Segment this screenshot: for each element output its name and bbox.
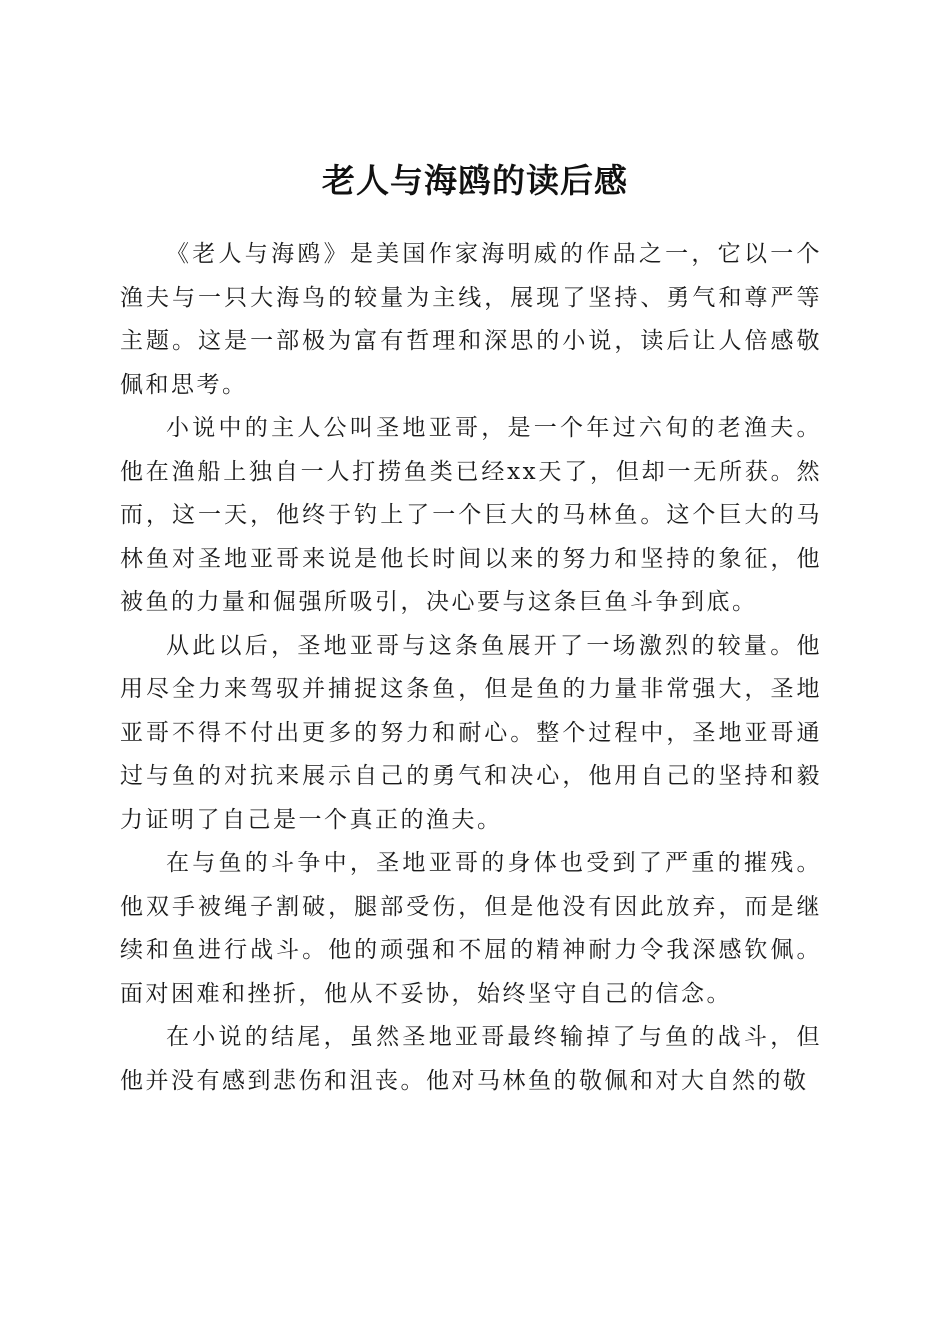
document-body (120, 233, 822, 1103)
document-title: 老人与海鸥的读后感 (322, 161, 628, 201)
paragraph-3: 从此以后，圣地亚哥与这条鱼展开了一场激烈的较量。他用尽全力来驾驭并捕捉这条鱼，但是鱼的力量非常强大，圣地亚哥不得不付出更多的努力和耐心。整个过程中，圣地亚哥通过与鱼的对抗来展示自己的勇气和决心，他用自己的坚持和毅力证明了自己是一个真正的渔夫。 (120, 632, 822, 833)
paragraph-1: 《老人与海鸥》是美国作家海明威的作品之一，它以一个渔夫与一只大海鸟的较量为主线，展现了坚持、勇气和尊严等主题。这是一部极为富有哲理和深思的小说，读后让人倍感敬佩和思考。 (120, 241, 822, 398)
paragraph-4: 在与鱼的斗争中，圣地亚哥的身体也受到了严重的摧残。他双手被绳子割破，腿部受伤，但是他没有因此放弃，而是继续和鱼进行战斗。他的顽强和不屈的精神耐力令我深感钦佩。面对困难和挫折，他从不妥协，始终坚守自己的信念。 (120, 850, 822, 1007)
paragraph-2: 小说中的主人公叫圣地亚哥，是一个年过六旬的老渔夫。他在渔船上独自一人打捞鱼类已经xx天了，但却一无所获。然而，这一天，他终于钓上了一个巨大的马林鱼。这个巨大的马林鱼对圣地亚哥来说是他长时间以来的努力和坚持的象征，他被鱼的力量和倔强所吸引，决心要与这条巨鱼斗争到底。 (120, 415, 822, 615)
paragraph-5: 在小说的结尾，虽然圣地亚哥最终输掉了与鱼的战斗，但他并没有感到悲伤和沮丧。他对马林鱼的敬佩和对大自然的敬 (120, 1024, 822, 1094)
